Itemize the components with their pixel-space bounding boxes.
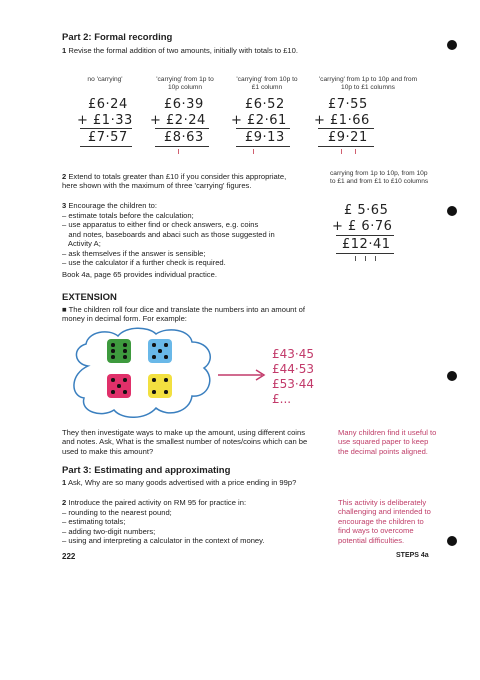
carry-tick <box>365 256 366 261</box>
side-note-squared-paper: Many children find it useful to use squared paper to keep the decimal points aligned. <box>338 428 437 456</box>
item-text: The children roll four dice and translate the numbers into an amount of money in decimal form. For example: <box>62 305 305 324</box>
list-item: – ask themselves if the answer is sensible; <box>62 248 206 258</box>
pink-dice-icon <box>107 374 131 398</box>
addend-4a: £7·55 <box>328 97 368 112</box>
list-item: – estimating totals; <box>62 517 126 527</box>
part3-heading: Part 3: Estimating and approximating <box>62 465 231 476</box>
list-item: – rounding to the nearest pound; <box>62 508 172 517</box>
sum-rule-bottom <box>80 146 132 147</box>
part2-item2 <box>62 172 294 191</box>
sum-rule-top <box>80 128 132 129</box>
carry-tick <box>375 256 376 261</box>
amount-2: £44·53 <box>272 362 314 376</box>
sum-rule-bottom <box>336 253 394 254</box>
list-item: – use the calculator if a further check is required. <box>62 258 226 268</box>
item-number: 1 <box>62 46 67 55</box>
sum-rule-top <box>155 128 209 129</box>
binder-hole-middle-lower <box>447 371 457 381</box>
extension-text <box>62 305 317 324</box>
cloud-outline <box>74 328 210 417</box>
sum-rule-bottom <box>155 146 209 147</box>
addend-3a: £6·52 <box>245 97 285 112</box>
sum-rule-bottom <box>236 146 290 147</box>
bullet-icon: ■ <box>62 305 67 314</box>
item2-list <box>62 508 332 546</box>
addend-2a: £6·39 <box>164 97 204 112</box>
column-label-2: 'carrying' from 1p to 10p column <box>156 76 214 91</box>
sum-1: £7·57 <box>88 130 128 145</box>
sum-4: £9·21 <box>328 130 368 145</box>
practice-note: Book 4a, page 65 provides individual practice. <box>62 270 217 279</box>
item-text: Encourage the children to: <box>68 201 158 210</box>
amount-1: £43·45 <box>272 347 314 361</box>
item-text: Extend to totals greater than £10 if you consider this appropriate, here shown with the maximum of three 'carrying' figures. <box>62 172 287 191</box>
column-label-4: 'carrying' from 1p to 10p and from 10p to £1 columns <box>318 76 418 91</box>
sum-rule-top <box>318 128 374 129</box>
sum-rule-top <box>336 235 394 236</box>
binder-hole-bottom <box>447 536 457 546</box>
yellow-dice-icon <box>148 374 172 398</box>
blue-dice-icon <box>148 339 172 363</box>
item-number: 1 <box>62 478 67 487</box>
carry-tick <box>178 149 179 154</box>
part2-heading: Part 2: Formal recording <box>62 32 173 43</box>
extension-paragraph: They then investigate ways to make up the amount, using different coins and notes. Ask, What is the smallest number of notes/coins which can be used to make this amount? <box>62 428 308 456</box>
amount-4: £... <box>272 392 292 406</box>
carry-tick <box>341 149 342 154</box>
item-number: 3 <box>62 201 67 210</box>
list-item: – use apparatus to either find or check answers, e.g. coins <box>62 220 259 230</box>
list-item: – estimate totals before the calculation; <box>62 211 194 220</box>
binder-hole-middle-upper <box>447 206 457 216</box>
carry-tick <box>253 149 254 154</box>
amount-3: £53·44 <box>272 377 314 391</box>
list-item: – using and interpreting a calculator in the context of money. <box>62 536 265 546</box>
addend-2b: + £2·24 <box>150 113 206 128</box>
binder-hole-top <box>447 40 457 50</box>
side-note-challenge: This activity is deliberately challenging and intended to encourage the children to find ways to overcome potential difficulties. <box>338 498 431 545</box>
addend-3b: + £2·61 <box>231 113 287 128</box>
item3-list <box>62 211 322 267</box>
item-number: 2 <box>62 498 67 507</box>
arrow-icon <box>216 369 270 381</box>
list-item: Activity A; <box>62 239 101 249</box>
side-example-label: carrying from 1p to 10p, from 10p to £1 and from £1 to £10 columns <box>330 170 429 185</box>
item-number: 2 <box>62 172 67 181</box>
side-sum: £12·41 <box>342 237 391 252</box>
sum-3: £9·13 <box>245 130 285 145</box>
sum-rule-top <box>236 128 290 129</box>
list-item: and notes, baseboards and abaci such as those suggested in <box>62 229 275 239</box>
addend-1b: + £1·33 <box>77 113 133 128</box>
item-text: Ask, Why are so many goods advertised with a price ending in 99p? <box>67 478 297 487</box>
item-text: Introduce the paired activity on RM 95 for practice in: <box>68 498 247 507</box>
part3-item2 <box>62 498 322 507</box>
column-label-3: 'carrying' from 10p to £1 column <box>236 76 298 91</box>
carry-tick <box>355 256 356 261</box>
steps-label: STEPS 4a <box>396 552 429 559</box>
part3-item1 <box>62 478 312 487</box>
column-label-1: no 'carrying' <box>87 76 123 83</box>
carry-tick <box>355 149 356 154</box>
part2-item1 <box>62 46 322 55</box>
sum-rule-bottom <box>318 146 374 147</box>
side-addend-a: £ 5·65 <box>344 203 389 218</box>
list-item: – adding two-digit numbers; <box>62 526 156 536</box>
page-number: 222 <box>62 552 76 561</box>
sum-2: £8·63 <box>164 130 204 145</box>
part2-item3 <box>62 201 312 210</box>
dice-cloud <box>68 326 218 422</box>
extension-heading: EXTENSION <box>62 292 117 303</box>
addend-1a: £6·24 <box>88 97 128 112</box>
addend-4b: + £1·66 <box>314 113 370 128</box>
side-addend-b: + £ 6·76 <box>332 219 393 234</box>
green-dice-icon <box>107 339 131 363</box>
item-text: Revise the formal addition of two amounts, initially with totals to £10. <box>68 46 298 55</box>
